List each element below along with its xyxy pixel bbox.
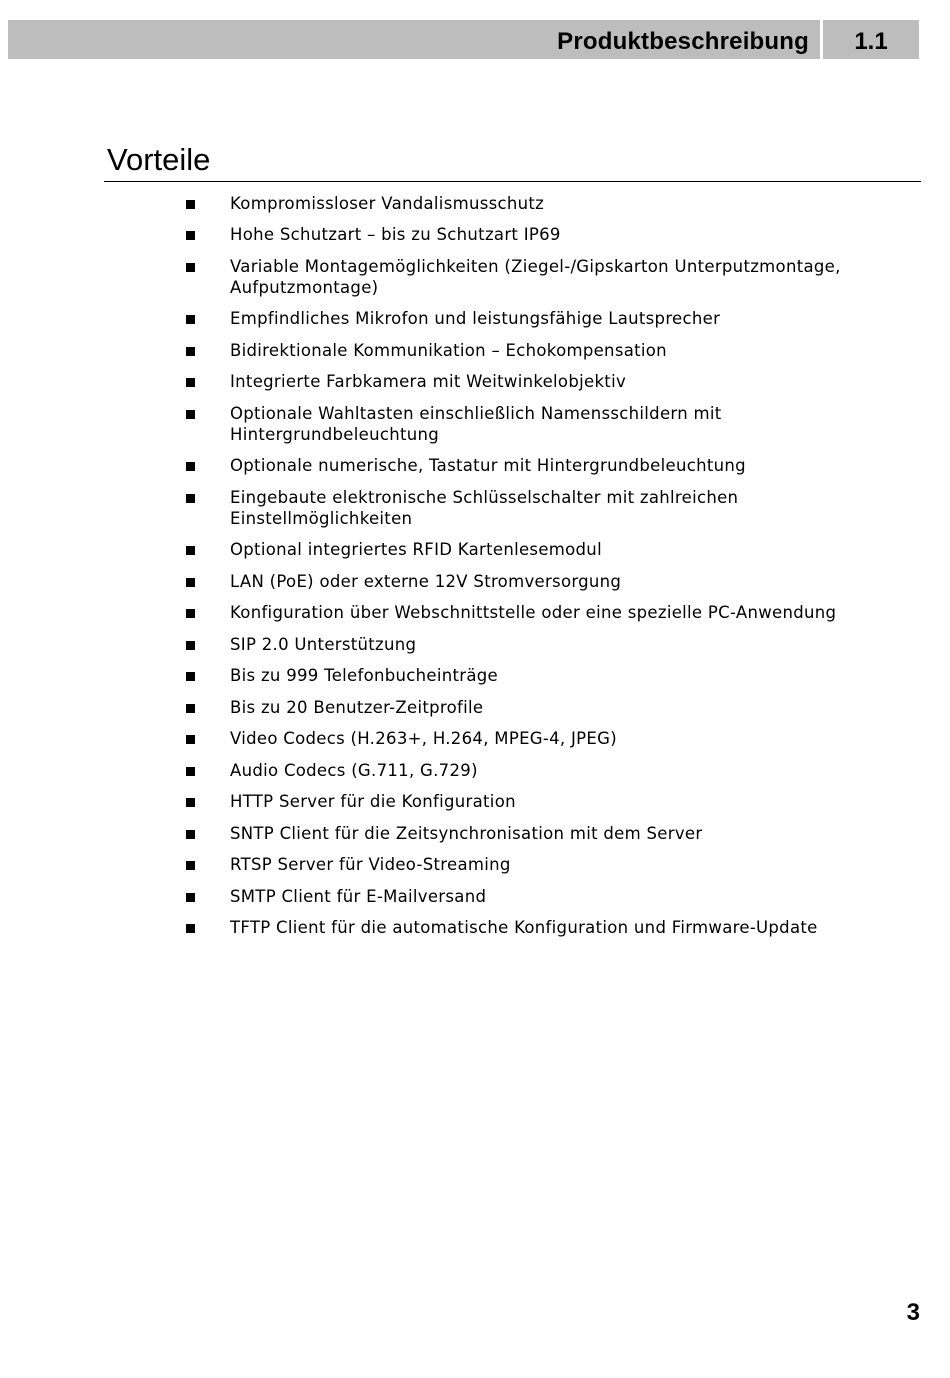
list-item-text: TFTP Client für die automatische Konfiguration und Firmware-Update	[230, 918, 818, 937]
header-title: Produktbeschreibung	[557, 28, 809, 55]
list-item-text: Integrierte Farbkamera mit Weitwinkelobjektiv	[230, 372, 627, 391]
section-heading: Vorteile	[107, 142, 211, 177]
list-item-text: Video Codecs (H.263+, H.264, MPEG-4, JPEG)	[230, 729, 617, 748]
page-header	[8, 20, 919, 59]
square-bullet-icon	[186, 410, 195, 419]
list-item-text: Hohe Schutzart – bis zu Schutzart IP69	[230, 225, 561, 244]
square-bullet-icon	[186, 200, 195, 209]
page-number: 3	[906, 1299, 920, 1326]
list-item-text: Audio Codecs (G.711, G.729)	[230, 761, 478, 780]
list-item-text: SMTP Client für E-Mailversand	[230, 887, 487, 906]
square-bullet-icon	[186, 578, 195, 587]
list-item-text: Bis zu 999 Telefonbucheinträge	[230, 666, 499, 685]
list-item-text: Eingebaute elektronische Schlüsselschalter mit zahlreichen Einstellmöglichkeiten	[230, 488, 739, 528]
square-bullet-icon	[186, 315, 195, 324]
list-item-text: Empfindliches Mikrofon und leistungsfähige Lautsprecher	[230, 309, 721, 328]
list-item-text: Konfiguration über Webschnittstelle oder eine spezielle PC-Anwendung	[230, 603, 837, 622]
list-item-text: Kompromissloser Vandalismusschutz	[230, 194, 545, 213]
square-bullet-icon	[186, 767, 195, 776]
list-item-text: Optionale Wahltasten einschließlich Namensschildern mit Hintergrundbeleuchtung	[230, 404, 722, 444]
heading-rule	[104, 181, 921, 182]
section-number: 1.1	[854, 28, 888, 55]
square-bullet-icon	[186, 462, 195, 471]
square-bullet-icon	[186, 672, 195, 681]
square-bullet-icon	[186, 735, 195, 744]
square-bullet-icon	[186, 609, 195, 618]
square-bullet-icon	[186, 861, 195, 870]
list-item-text: SNTP Client für die Zeitsynchronisation mit dem Server	[230, 824, 703, 843]
square-bullet-icon	[186, 704, 195, 713]
list-item-text: Bidirektionale Kommunikation – Echokompensation	[230, 341, 667, 360]
list-item-text: RTSP Server für Video-Streaming	[230, 855, 511, 874]
list-item-text: Optionale numerische, Tastatur mit Hintergrundbeleuchtung	[230, 456, 746, 475]
square-bullet-icon	[186, 263, 195, 272]
list-item-text: Bis zu 20 Benutzer-Zeitprofile	[230, 698, 484, 717]
square-bullet-icon	[186, 546, 195, 555]
square-bullet-icon	[186, 830, 195, 839]
square-bullet-icon	[186, 378, 195, 387]
square-bullet-icon	[186, 924, 195, 933]
square-bullet-icon	[186, 231, 195, 240]
square-bullet-icon	[186, 494, 195, 503]
list-item-text: Optional integriertes RFID Kartenlesemodul	[230, 540, 602, 559]
list-item-text: LAN (PoE) oder externe 12V Stromversorgung	[230, 572, 622, 591]
square-bullet-icon	[186, 798, 195, 807]
square-bullet-icon	[186, 347, 195, 356]
list-item-text: HTTP Server für die Konfiguration	[230, 792, 516, 811]
list-item-text: SIP 2.0 Unterstützung	[230, 635, 417, 654]
list-item-text: Variable Montagemöglichkeiten (Ziegel-/Gipskarton Unterputzmontage, Aufputzmontage)	[230, 257, 841, 297]
square-bullet-icon	[186, 893, 195, 902]
square-bullet-icon	[186, 641, 195, 650]
